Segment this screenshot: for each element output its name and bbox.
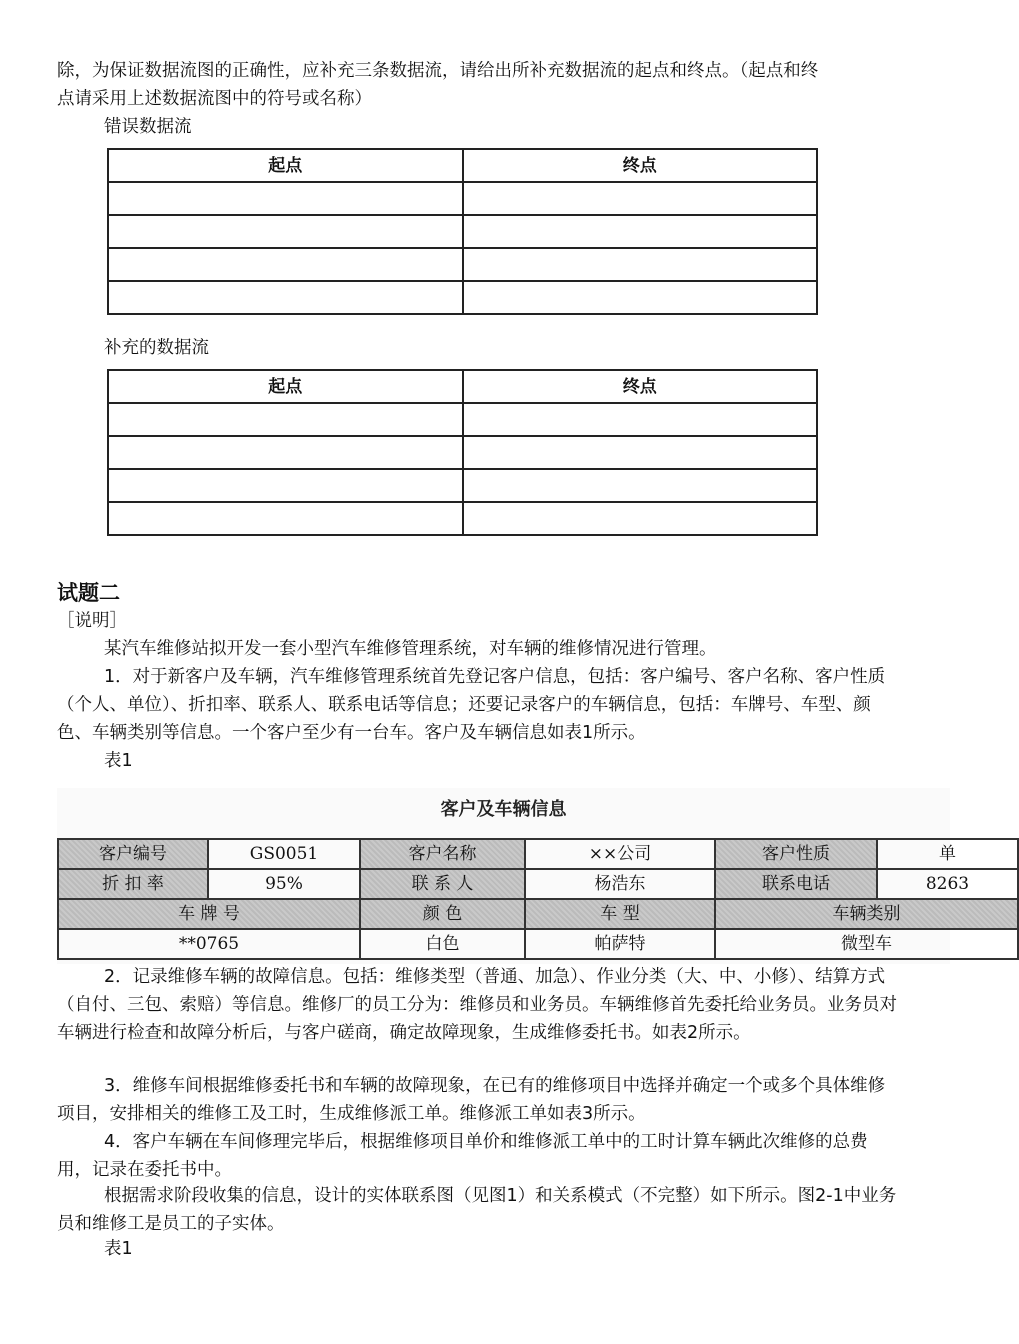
table-row bbox=[108, 436, 817, 469]
customer-vehicle-table-image bbox=[57, 788, 970, 964]
cell-value: 95% bbox=[208, 869, 360, 899]
paragraph-3: 3．维修车间根据维修委托书和车辆的故障现象，在已有的维修项目中选择并确定一个或多个具体维修项目，安排相关的维修工及工时，生成维修派工单。维修派工单如表3所示。 bbox=[57, 1076, 886, 1124]
section-title: 试题二 bbox=[57, 581, 120, 605]
wrong-flow-label: 错误数据流 bbox=[104, 117, 192, 137]
cell bbox=[463, 215, 818, 248]
cell-label: 联系电话 bbox=[715, 869, 877, 899]
cell-value: ××公司 bbox=[525, 839, 715, 869]
paragraph-intro: 某汽车维修站拟开发一套小型汽车维修管理系统，对车辆的维修情况进行管理。 bbox=[104, 639, 717, 659]
table-row bbox=[108, 469, 817, 502]
cell bbox=[463, 248, 818, 281]
cell-value: 杨浩东 bbox=[525, 869, 715, 899]
supplement-flow-label: 补充的数据流 bbox=[104, 338, 209, 358]
table-row bbox=[108, 281, 817, 314]
cell bbox=[463, 403, 818, 436]
cell-label: 联 系 人 bbox=[360, 869, 525, 899]
table-row bbox=[108, 502, 817, 535]
scan-table-title: 客户及车辆信息 bbox=[440, 799, 567, 820]
cell-label: 车 型 bbox=[525, 899, 715, 929]
table-row bbox=[108, 182, 817, 215]
paragraph-2: 2．记录维修车辆的故障信息。包括：维修类型（普通、加急）、作业分类（大、中、小修）、结算方式（自付、三包、索赔）等信息。维修厂的员工分为：维修员和业务员。车辆维修首先委托给业务员。业务员对车辆进行检查和故障分析后，与客户磋商，确定故障现象，生成维修委托书。如表2所示。 bbox=[57, 967, 897, 1043]
cell-value: 8263 bbox=[877, 869, 1018, 899]
table-row bbox=[108, 215, 817, 248]
table-row bbox=[58, 869, 1018, 899]
cell bbox=[463, 502, 818, 535]
header-start: 起点 bbox=[108, 370, 463, 403]
cell-label: 客户名称 bbox=[360, 839, 525, 869]
section-note: ［说明］ bbox=[57, 611, 127, 631]
cell-value: 单 bbox=[877, 839, 1018, 869]
cell-label: 车辆类别 bbox=[715, 899, 1018, 929]
table1-caption-end: 表1 bbox=[104, 1239, 133, 1259]
cell-value: **0765 bbox=[58, 929, 360, 959]
cell-value: GS0051 bbox=[208, 839, 360, 869]
cell-label: 车 牌 号 bbox=[58, 899, 360, 929]
table-row bbox=[108, 248, 817, 281]
cell bbox=[108, 248, 463, 281]
cell bbox=[108, 182, 463, 215]
cell bbox=[108, 403, 463, 436]
supplement-flow-table bbox=[107, 369, 818, 536]
intro-line-1: 除，为保证数据流图的正确性，应补充三条数据流，请给出所补充数据流的起点和终点。（起点和终 bbox=[57, 61, 819, 81]
header-end: 终点 bbox=[463, 370, 818, 403]
cell bbox=[463, 469, 818, 502]
cell bbox=[108, 281, 463, 314]
cell-label: 颜 色 bbox=[360, 899, 525, 929]
paragraph-4: 4．客户车辆在车间修理完毕后，根据维修项目单价和维修派工单中的工时计算车辆此次维修的总费用，记录在委托书中。 bbox=[57, 1132, 868, 1180]
cell-value: 白色 bbox=[360, 929, 525, 959]
table-row bbox=[108, 403, 817, 436]
intro-line-2: 点请采用上述数据流图中的符号或名称） bbox=[57, 89, 372, 109]
table-row bbox=[58, 839, 1018, 869]
header-start: 起点 bbox=[108, 149, 463, 182]
cell bbox=[108, 215, 463, 248]
table-header-row bbox=[108, 149, 817, 182]
paragraph-5: 根据需求阶段收集的信息，设计的实体联系图（见图1）和关系模式（不完整）如下所示。图2-1中业务员和维修工是员工的子实体。 bbox=[57, 1186, 897, 1234]
cell bbox=[108, 502, 463, 535]
cell bbox=[108, 469, 463, 502]
cell-label: 客户性质 bbox=[715, 839, 877, 869]
header-end: 终点 bbox=[463, 149, 818, 182]
cell bbox=[463, 436, 818, 469]
cell bbox=[463, 182, 818, 215]
table-row bbox=[58, 899, 1018, 929]
wrong-flow-table bbox=[107, 148, 818, 315]
cell-value: 帕萨特 bbox=[525, 929, 715, 959]
cell bbox=[463, 281, 818, 314]
table-row bbox=[58, 929, 1018, 959]
table1-caption: 表1 bbox=[104, 751, 133, 771]
cell-label: 客户编号 bbox=[58, 839, 208, 869]
cell-value: 微型车 bbox=[715, 929, 1018, 959]
customer-vehicle-table bbox=[57, 838, 1019, 960]
cell bbox=[108, 436, 463, 469]
table-header-row bbox=[108, 370, 817, 403]
paragraph-1: 1．对于新客户及车辆，汽车维修管理系统首先登记客户信息，包括：客户编号、客户名称、客户性质（个人、单位）、折扣率、联系人、联系电话等信息；还要记录客户的车辆信息，包括：车牌号、车型、颜色、车辆类别等信息。一个客户至少有一台车。客户及车辆信息如表1所示。 bbox=[57, 667, 886, 743]
cell-label: 折 扣 率 bbox=[58, 869, 208, 899]
